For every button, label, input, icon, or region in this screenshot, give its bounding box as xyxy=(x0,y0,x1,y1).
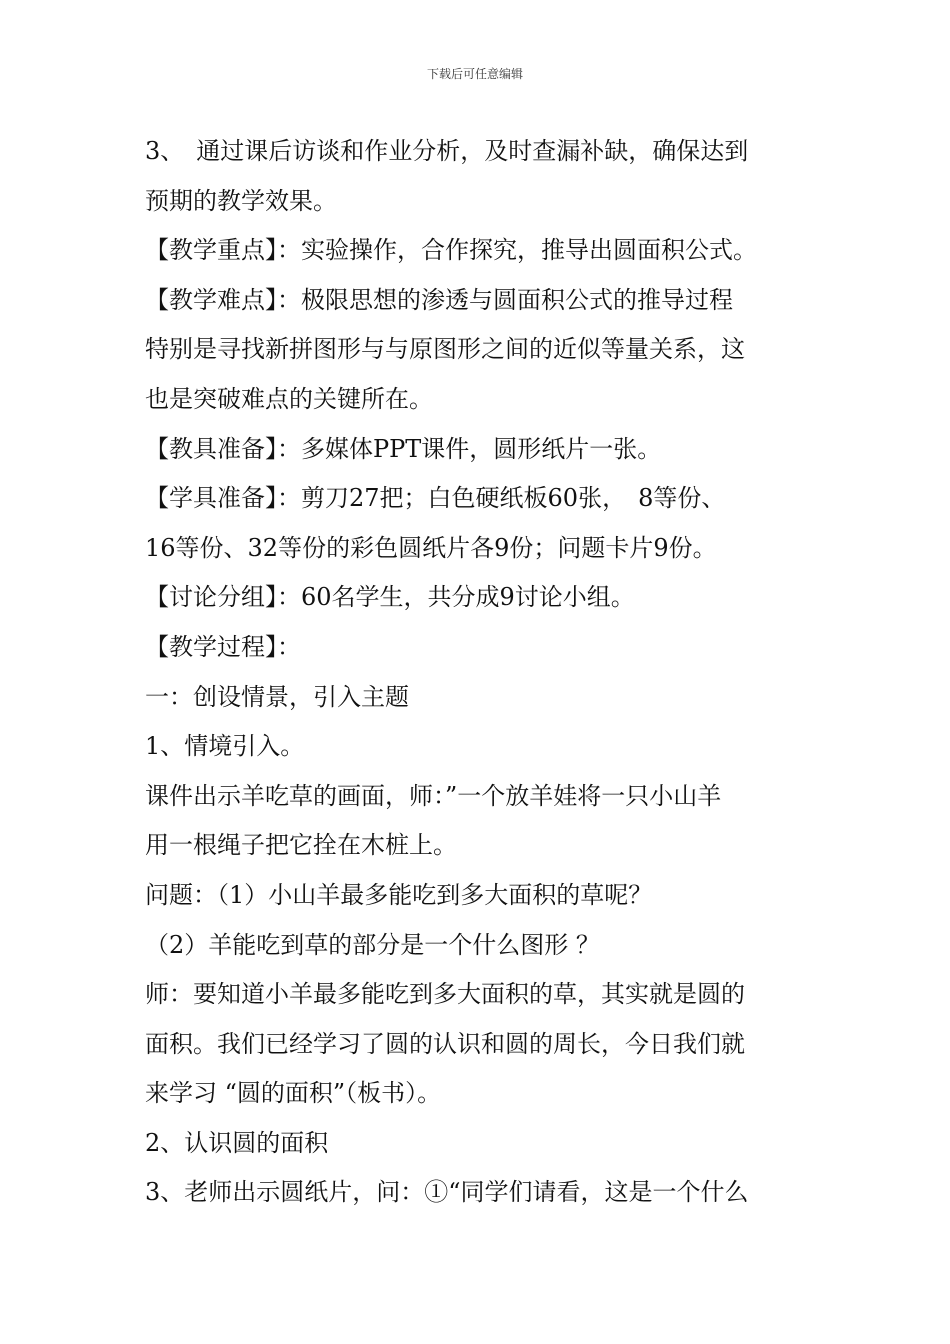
text-line-student-aids: 【学具准备】：剪刀27把；白色硬纸板60张， 8等份、 xyxy=(145,484,726,513)
text-line-difficulty: 【教学难点】：极限思想的渗透与圆面积公式的推导过程 xyxy=(145,285,733,314)
text-line-section-1: 一：创设情景，引入主题 xyxy=(145,682,409,711)
text-line-step-2: 2、认识圆的面积 xyxy=(145,1128,329,1157)
text-line-step-1: 1、情境引入。 xyxy=(145,732,305,761)
page-header-note: 下载后可任意编辑 xyxy=(426,67,523,81)
text-line-difficulty-cont-2: 也是突破难点的关键所在。 xyxy=(145,384,433,413)
text-line-process-heading: 【教学过程】： xyxy=(145,632,301,661)
document-body xyxy=(145,127,835,1218)
text-line-question-1: 问题：（1）小山羊最多能吃到多大面积的草呢？ xyxy=(145,880,653,909)
text-line-question-2: （2）羊能吃到草的部分是一个什么图形 ？ xyxy=(145,930,600,959)
text-line-grouping: 【讨论分组】：60名学生，共分成9讨论小组。 xyxy=(145,583,635,612)
text-line-teaching-aids: 【教具准备】：多媒体PPT课件，圆形纸片一张。 xyxy=(145,434,662,463)
text-line-story: 课件出示羊吃草的画面，师：”一个放羊娃将一只小山羊 xyxy=(145,781,722,810)
text-line-objective-3: 3、 通过课后访谈和作业分析，及时查漏补缺，确保达到 xyxy=(145,137,749,165)
text-line-teacher-1: 师：要知道小羊最多能吃到多大面积的草，其实就是圆的 xyxy=(145,980,745,1009)
text-line-objective-3-cont: 预期的教学效果。 xyxy=(145,186,337,215)
text-line-teacher-2: 面积。我们已经学习了圆的认识和圆的周长，今日我们就 xyxy=(145,1029,745,1058)
text-line-story-cont: 用一根绳子把它拴在木桩上。 xyxy=(145,831,457,860)
text-line-difficulty-cont-1: 特别是寻找新拼图形与与原图形之间的近似等量关系，这 xyxy=(145,335,745,364)
text-line-teacher-3: 来学习 “圆的面积”（板书）。 xyxy=(145,1079,442,1108)
text-line-student-aids-cont: 16等份、32等份的彩色圆纸片各9份；问题卡片9份。 xyxy=(145,533,717,562)
text-line-key-point: 【教学重点】：实验操作，合作探究，推导出圆面积公式。 xyxy=(145,236,757,265)
text-line-step-3: 3、老师出示圆纸片，问：①“同学们请看，这是一个什么 xyxy=(145,1178,749,1207)
